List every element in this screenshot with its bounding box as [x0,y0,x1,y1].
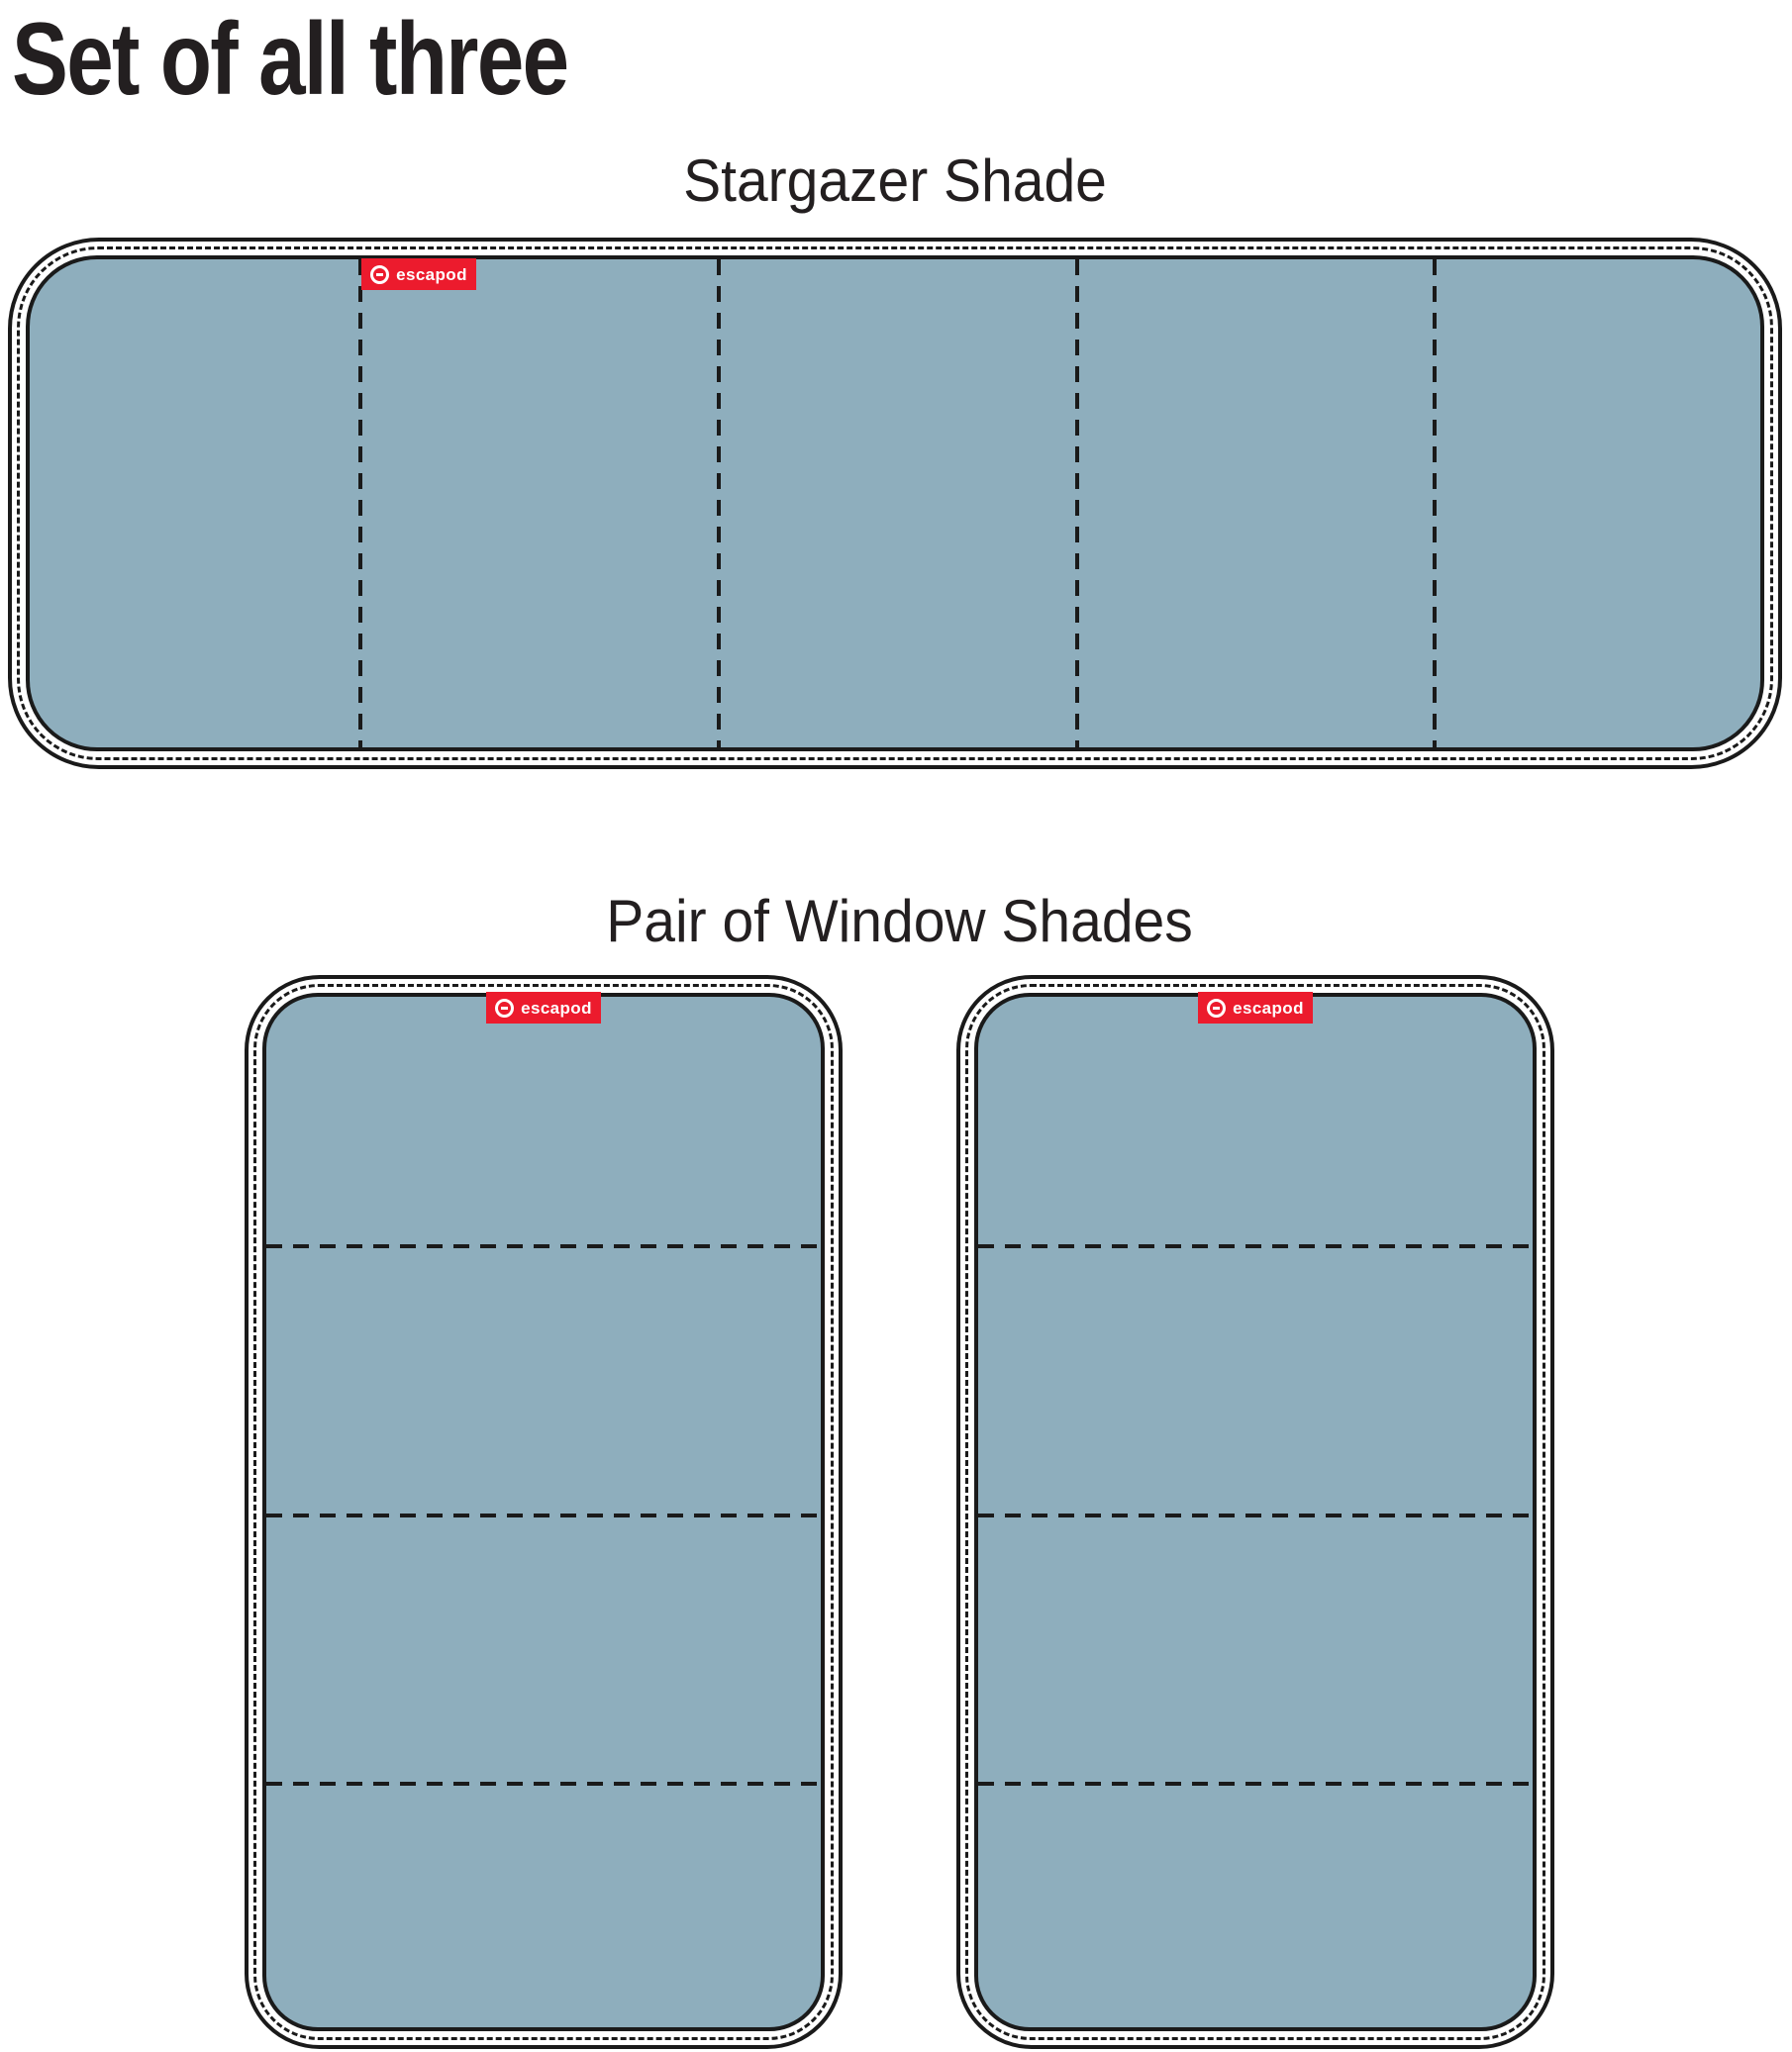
window-shades-heading: Pair of Window Shades [606,888,1193,954]
escapod-tag [486,992,601,1024]
page-title: Set of all three [12,2,568,117]
escapod-e-icon [495,999,514,1018]
fabric-panel [26,255,1764,751]
fold-line [1075,259,1079,747]
fold-line [266,1782,821,1786]
fold-line [717,259,721,747]
window-shade-right [956,975,1554,2049]
fold-line [266,1244,821,1248]
escapod-e-icon [1207,999,1226,1018]
escapod-tag-label: escapod [521,998,592,1018]
window-shade-left [245,975,843,2049]
escapod-tag-label: escapod [396,264,467,284]
fold-line [266,1514,821,1517]
escapod-tag [1198,992,1313,1024]
fabric-panel [974,993,1537,2031]
escapod-e-icon-bar [501,1007,508,1010]
escapod-tag [361,258,476,290]
fold-line [978,1782,1533,1786]
escapod-e-icon [370,265,389,284]
escapod-e-icon-bar [1213,1007,1220,1010]
escapod-tag-label: escapod [1233,998,1304,1018]
fold-line [1433,259,1437,747]
fold-line [358,259,362,747]
fold-line [978,1514,1533,1517]
stargazer-shade [8,238,1782,769]
fabric-panel [262,993,825,2031]
escapod-e-icon-bar [376,273,383,276]
stargazer-heading: Stargazer Shade [683,147,1107,214]
fold-line [978,1244,1533,1248]
